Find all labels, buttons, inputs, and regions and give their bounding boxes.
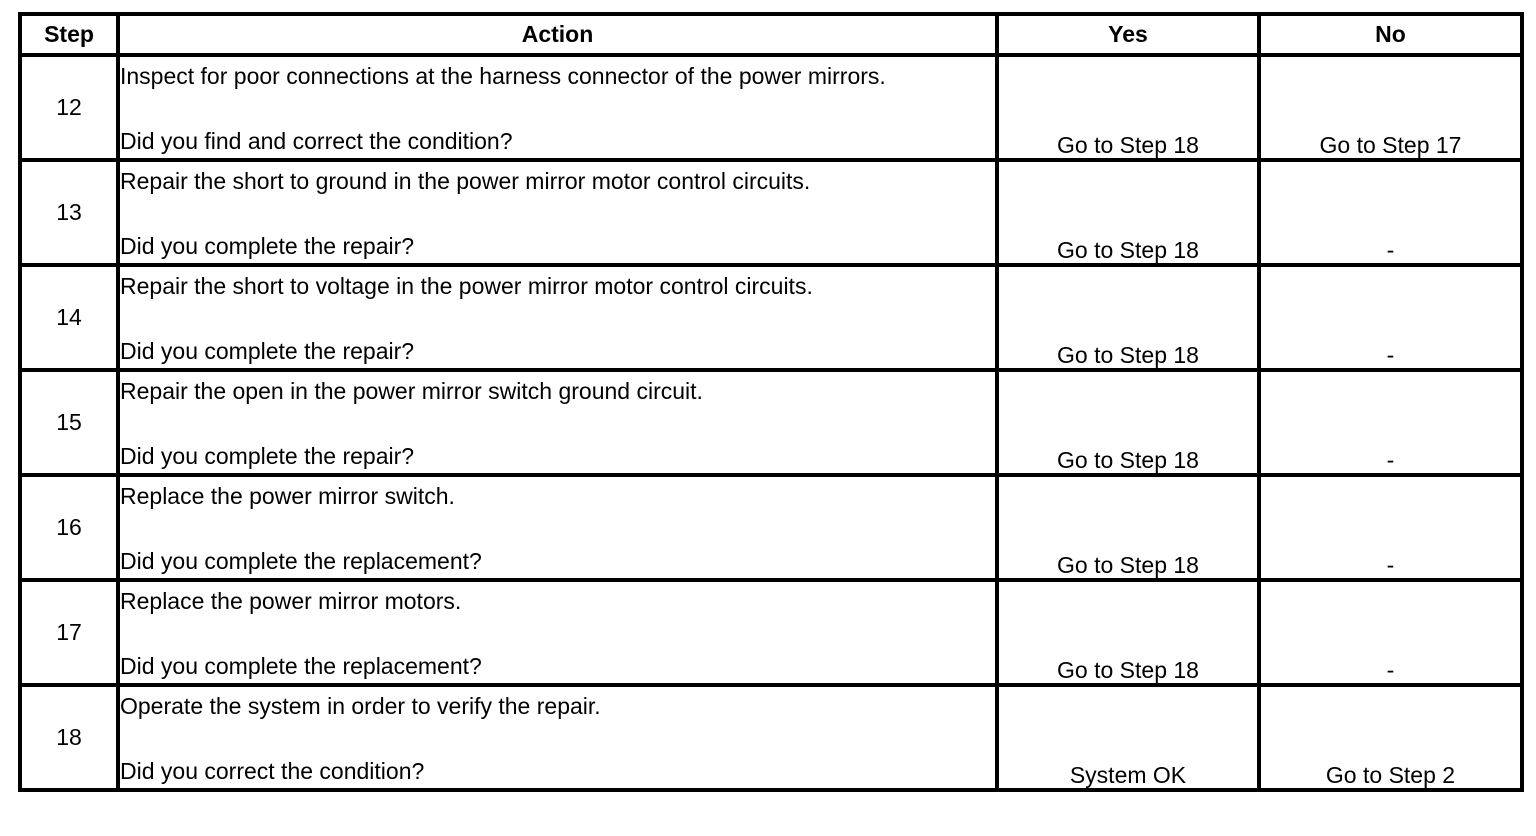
action-instruction: Repair the short to ground in the power mirror motor control circuits. xyxy=(120,168,811,194)
header-row xyxy=(20,14,1522,55)
action-question: Did you complete the repair? xyxy=(120,232,415,259)
action-question: Did you complete the repair? xyxy=(120,442,415,469)
action-instruction: Replace the power mirror motors. xyxy=(120,588,462,614)
table-row xyxy=(20,580,1522,685)
action-instruction: Operate the system in order to verify the repair. xyxy=(120,693,601,719)
yes-result: Go to Step 18 xyxy=(997,55,1259,160)
no-result: - xyxy=(1259,265,1522,370)
action-cell xyxy=(118,55,997,160)
yes-result: Go to Step 18 xyxy=(997,475,1259,580)
table-row xyxy=(20,475,1522,580)
yes-result: Go to Step 18 xyxy=(997,370,1259,475)
step-number: 17 xyxy=(20,580,118,685)
no-result: - xyxy=(1259,580,1522,685)
yes-result: Go to Step 18 xyxy=(997,265,1259,370)
action-cell xyxy=(118,685,997,790)
table-row xyxy=(20,685,1522,790)
table-row xyxy=(20,370,1522,475)
action-question: Did you complete the repair? xyxy=(120,337,415,364)
step-number: 16 xyxy=(20,475,118,580)
yes-result: Go to Step 18 xyxy=(997,160,1259,265)
step-number: 18 xyxy=(20,685,118,790)
table-row xyxy=(20,160,1522,265)
action-cell xyxy=(118,370,997,475)
action-instruction: Replace the power mirror switch. xyxy=(120,483,455,509)
step-number: 13 xyxy=(20,160,118,265)
action-cell xyxy=(118,475,997,580)
table-row xyxy=(20,265,1522,370)
action-question: Did you correct the condition? xyxy=(120,757,425,784)
step-number: 12 xyxy=(20,55,118,160)
yes-result: System OK xyxy=(997,685,1259,790)
action-question: Did you complete the replacement? xyxy=(120,652,482,679)
step-number: 14 xyxy=(20,265,118,370)
action-question: Did you find and correct the condition? xyxy=(120,127,513,154)
action-instruction: Inspect for poor connections at the harness connector of the power mirrors. xyxy=(120,63,886,89)
action-cell xyxy=(118,160,997,265)
header-step: Step xyxy=(20,14,118,55)
no-result: Go to Step 17 xyxy=(1259,55,1522,160)
header-yes: Yes xyxy=(997,14,1259,55)
no-result: - xyxy=(1259,160,1522,265)
action-cell xyxy=(118,580,997,685)
action-instruction: Repair the open in the power mirror switch ground circuit. xyxy=(120,378,703,404)
yes-result: Go to Step 18 xyxy=(997,580,1259,685)
header-no: No xyxy=(1259,14,1522,55)
action-question: Did you complete the replacement? xyxy=(120,547,482,574)
diagnostic-table xyxy=(18,12,1524,792)
action-cell xyxy=(118,265,997,370)
action-instruction: Repair the short to voltage in the power mirror motor control circuits. xyxy=(120,273,813,299)
step-number: 15 xyxy=(20,370,118,475)
header-action: Action xyxy=(118,14,997,55)
no-result: Go to Step 2 xyxy=(1259,685,1522,790)
no-result: - xyxy=(1259,370,1522,475)
no-result: - xyxy=(1259,475,1522,580)
table-row xyxy=(20,55,1522,160)
